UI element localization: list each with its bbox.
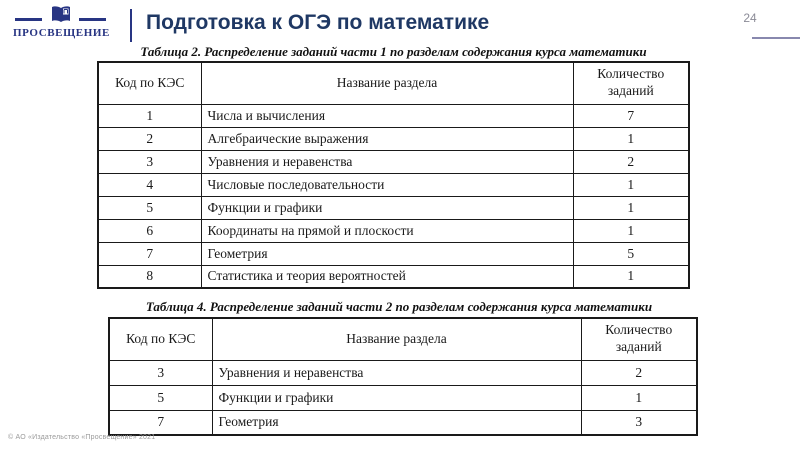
cell-section: Геометрия (212, 410, 581, 435)
col-header-count: Количество заданий (573, 62, 689, 104)
table2-caption: Таблица 4. Распределение заданий части 2 по разделам содержания курса математики (145, 299, 653, 314)
logo-rule-right (79, 18, 106, 21)
table-row (98, 196, 689, 219)
copyright-notice: © АО «Издательство «Просвещение» 2021 (8, 434, 156, 441)
table-row (109, 410, 697, 435)
cell-count: 2 (573, 150, 689, 173)
table-row (109, 385, 697, 410)
col-header-section: Название раздела (201, 62, 573, 104)
cell-code: 4 (98, 173, 201, 196)
cell-section: Числовые последовательности (201, 173, 573, 196)
cell-count: 1 (573, 173, 689, 196)
cell-section: Функции и графики (212, 385, 581, 410)
table-part1 (97, 61, 690, 289)
table-row (98, 265, 689, 288)
slide-number-rule (752, 37, 800, 39)
col-header-section: Название раздела (212, 318, 581, 360)
cell-section: Уравнения и неравенства (212, 360, 581, 385)
cell-code: 5 (109, 385, 212, 410)
cell-count: 2 (581, 360, 697, 385)
page-title: Подготовка к ОГЭ по математике (146, 11, 490, 34)
cell-code: 7 (98, 242, 201, 265)
cell-count: 5 (573, 242, 689, 265)
cell-section: Координаты на прямой и плоскости (201, 219, 573, 242)
cell-count: 3 (581, 410, 697, 435)
table-header-row (109, 318, 697, 360)
cell-code: 7 (109, 410, 212, 435)
prosveshchenie-logo (13, 4, 108, 39)
logo-wordmark: ПРОСВЕЩЕНИЕ (13, 27, 110, 39)
table-header-row (98, 62, 689, 104)
cell-count: 1 (573, 196, 689, 219)
slide-number: 24 (743, 11, 757, 25)
cell-section: Геометрия (201, 242, 573, 265)
cell-code: 8 (98, 265, 201, 288)
table-row (98, 104, 689, 127)
cell-section: Уравнения и неравенства (201, 150, 573, 173)
cell-code: 3 (109, 360, 212, 385)
table-row (98, 150, 689, 173)
table-part2 (108, 317, 698, 436)
cell-code: 2 (98, 127, 201, 150)
cell-code: 6 (98, 219, 201, 242)
table-row (98, 242, 689, 265)
table-row (98, 173, 689, 196)
table-row (98, 127, 689, 150)
cell-section: Функции и графики (201, 196, 573, 219)
cell-count: 1 (573, 127, 689, 150)
open-book-icon (50, 5, 72, 30)
table-row (98, 219, 689, 242)
cell-section: Числа и вычисления (201, 104, 573, 127)
cell-section: Алгебраические выражения (201, 127, 573, 150)
col-header-code: Код по КЭС (98, 62, 201, 104)
logo-rule-left (15, 18, 42, 21)
table1-caption: Таблица 2. Распределение заданий части 1 по разделам содержания курса математики (140, 44, 647, 59)
cell-count: 1 (581, 385, 697, 410)
col-header-code: Код по КЭС (109, 318, 212, 360)
table-row (109, 360, 697, 385)
header-divider (130, 9, 132, 42)
cell-section: Статистика и теория вероятностей (201, 265, 573, 288)
cell-code: 3 (98, 150, 201, 173)
cell-count: 7 (573, 104, 689, 127)
cell-count: 1 (573, 265, 689, 288)
cell-code: 1 (98, 104, 201, 127)
logo-ornament (13, 4, 108, 26)
cell-code: 5 (98, 196, 201, 219)
cell-count: 1 (573, 219, 689, 242)
col-header-count: Количество заданий (581, 318, 697, 360)
